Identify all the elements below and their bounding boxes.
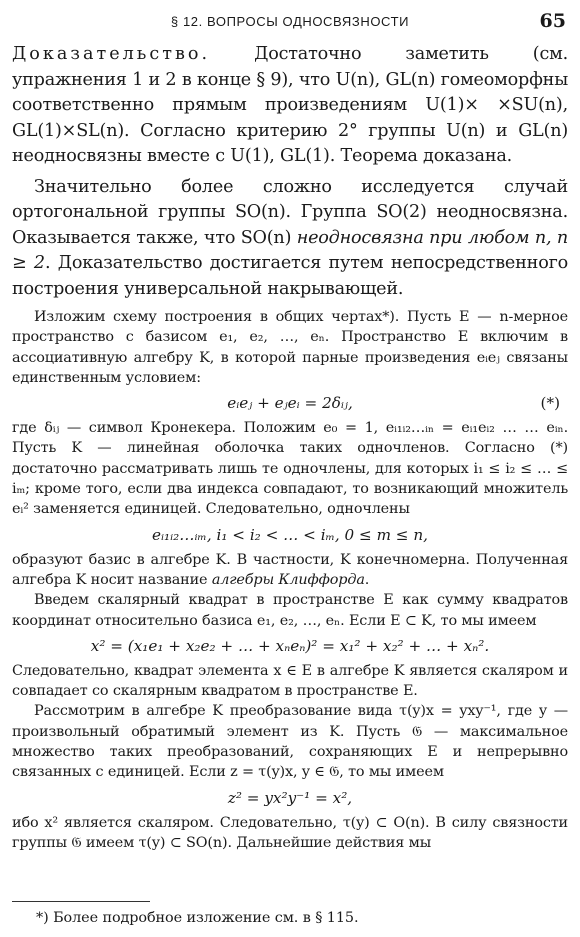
- paragraph-so-n-text: Значительно более сложно исследуется случай ортогональной группы SO(n). Группа SO(2) неодносвязна. Оказывается также, что SO(n): [12, 176, 568, 248]
- proof-text: Достаточно заметить (см. упражнения 1 и 2 в конце § 9), что U(n), GL(n) гомеоморфны соответственно прямым произведениям U(1)× ×SU(n), GL(1)×SL(n). Согласно критерию 2° группы U(n) и GL(n) неодносвязны вместе с U(1), GL(1). Теорема доказана.: [12, 44, 568, 166]
- formula-clifford-expr: eᵢeⱼ + eⱼeᵢ = 2δᵢⱼ,: [227, 394, 353, 413]
- paragraph-scalar-square: Введем скалярный квадрат в пространстве E как сумму квадратов координат относительно базиса e₁, e₂, …, eₙ. Если E ⊂ K, то мы имеем: [12, 592, 568, 629]
- clifford-algebra-term: алгебры Клиффорда: [211, 571, 365, 588]
- paragraph-basis-text: образуют базис в алгебре K. В частности, K конечномерна. Полученная алгебра K носит название: [12, 551, 568, 588]
- paragraph-so-n-end: . Доказательство достигается путем непосредственного построения универсальной накрывающей.: [12, 253, 568, 299]
- formula-monomials: [12, 520, 568, 550]
- page-header: [0, 10, 580, 34]
- formula-z-square-expr: z² = yx²y⁻¹ = x²,: [227, 788, 353, 807]
- paragraph-construction: Изложим схему построения в общих чертах*). Пусть E — n-мерное пространство с базисом e₁, e₂, …, eₙ. Пространство E включим в ассоциативную алгебру K, в которой парные произведения eᵢeⱼ связаны единственным условием:: [12, 309, 568, 386]
- paragraph-transformation: Рассмотрим в алгебре K преобразование вида τ(y)x = yxy⁻¹, где y — произвольный обратимый элемент из K. Пусть 𝔊 — максимальное множество таких преобразований, сохраняющих E и непрерывно связанных с единицей. Если z = τ(y)x, y ∈ 𝔊, то мы имеем: [12, 703, 568, 781]
- paragraph-basis: [12, 550, 568, 591]
- paragraph-conclusion: ибо x² является скаляром. Следовательно, τ(y) ⊂ O(n). В силу связности группы 𝔊 имеем τ(y) ⊂ SO(n). Дальнейшие действия мы: [12, 814, 568, 851]
- page-body: [12, 42, 568, 853]
- page-number: 65: [539, 10, 566, 32]
- paragraph-kronecker: где δᵢⱼ — символ Кронекера. Положим e₀ = 1, eᵢ₁ᵢ₂…ᵢₙ = eᵢ₁eᵢ₂ … … eᵢₙ. Пусть K — линейная оболочка таких одночленов. Согласно (*) достаточно рассматривать лишь те одночлены, для которых i₁ ≤ i₂ ≤ … ≤ iₘ; кроме того, если два индекса совпадают, то возникающий множитель eᵢ² заменяется единицей. Следовательно, одночлены: [12, 420, 568, 518]
- formula-square: [12, 631, 568, 661]
- footnote-rule: [12, 901, 150, 902]
- formula-clifford-relation: [12, 388, 568, 418]
- formula-z-square: [12, 783, 568, 813]
- formula-monomials-expr: eᵢ₁ᵢ₂…ᵢₘ, i₁ < i₂ < … < iₘ, 0 ≤ m ≤ n,: [152, 525, 428, 544]
- paragraph-basis-end: .: [364, 571, 370, 588]
- proof-label: Доказательство.: [12, 44, 211, 64]
- running-title: § 12. ВОПРОСЫ ОДНОСВЯЗНОСТИ: [170, 14, 410, 29]
- paragraph-so-n: [12, 175, 568, 303]
- formula-tag: (*): [540, 394, 560, 413]
- proof-paragraph: [12, 42, 568, 170]
- paragraph-scalar-result: Следовательно, квадрат элемента x ∈ E в алгебре K является скаляром и совпадает со скалярным квадратом в пространстве E.: [12, 662, 568, 700]
- formula-square-expr: x² = (x₁e₁ + x₂e₂ + … + xₙeₙ)² = x₁² + x₂² + … + xₙ².: [90, 636, 490, 655]
- footnote: *) Более подробное изложение см. в § 115.: [36, 910, 359, 926]
- paragraph-so-n-italic: неодносвязна при любом n, n ≥ 2: [12, 227, 568, 273]
